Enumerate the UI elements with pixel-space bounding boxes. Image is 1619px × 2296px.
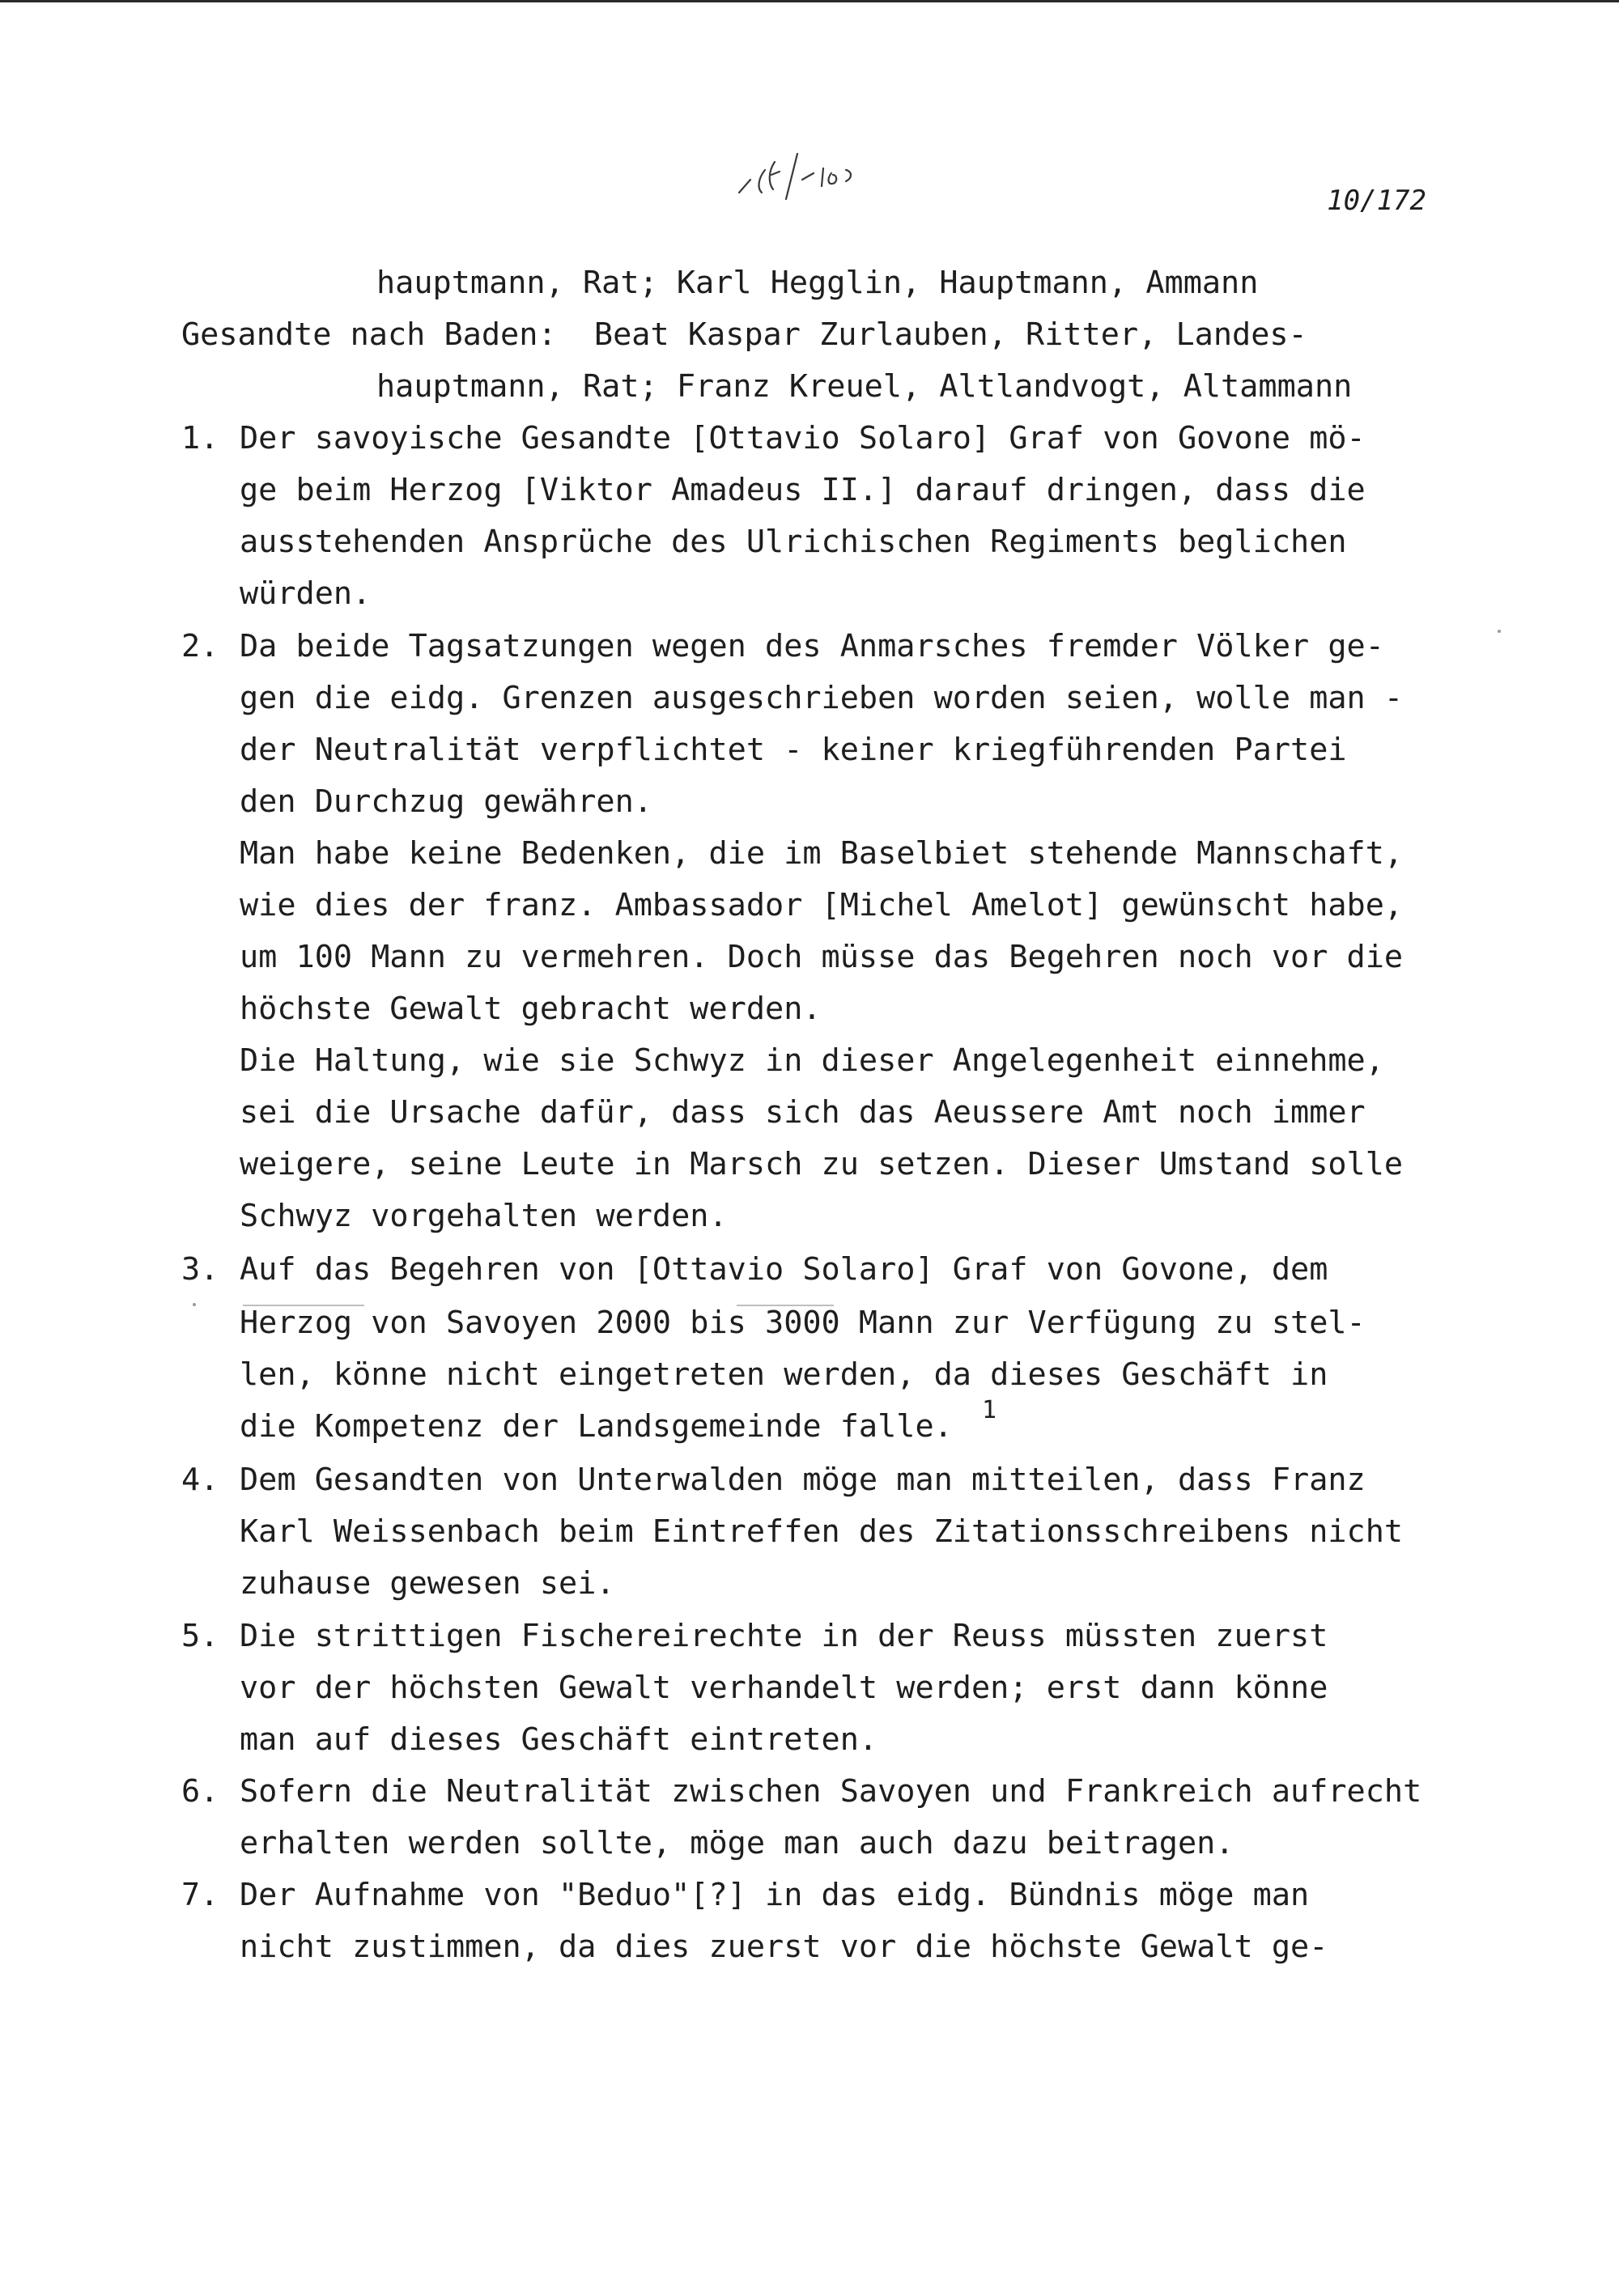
text-line: würden. <box>240 575 372 612</box>
text-line: zuhause gewesen sei. <box>240 1565 615 1602</box>
text-line: hauptmann, Rat; Franz Kreuel, Altlandvogt, Altammann <box>376 368 1353 405</box>
text-line: die Kompetenz der Landsgemeinde falle. <box>240 1408 953 1445</box>
text-line: Schwyz vorgehalten werden. <box>240 1198 728 1234</box>
text-line: hauptmann, Rat; Karl Hegglin, Hauptmann, Ammann <box>376 265 1259 301</box>
item-number: 6. <box>181 1773 219 1810</box>
text-line: höchste Gewalt gebracht werden. <box>240 991 822 1027</box>
text-line: Sofern die Neutralität zwischen Savoyen und Frankreich aufrecht <box>240 1773 1422 1810</box>
page-number: 10/172 <box>1327 185 1426 217</box>
text-line: erhalten werden sollte, möge man auch dazu beitragen. <box>240 1825 1234 1861</box>
text-line: Der savoyische Gesandte [Ottavio Solaro] Graf von Govone mö- <box>240 420 1366 456</box>
text-line: Herzog von Savoyen 2000 bis 3000 Mann zur Verfügung zu stel- <box>240 1305 1366 1341</box>
text-line: sei die Ursache dafür, dass sich das Aeussere Amt noch immer <box>240 1094 1366 1131</box>
text-line: gen die eidg. Grenzen ausgeschrieben worden seien, wolle man - <box>240 680 1404 716</box>
text-line: nicht zustimmen, da dies zuerst vor die höchste Gewalt ge- <box>240 1929 1328 1965</box>
item-number: 4. <box>181 1462 219 1498</box>
handwritten-archive-mark <box>733 129 919 210</box>
item-number: 7. <box>181 1877 219 1913</box>
text-line: Man habe keine Bedenken, die im Baselbiet stehende Mannschaft, <box>240 835 1404 872</box>
top-scan-border <box>0 0 1619 2</box>
text-line: um 100 Mann zu vermehren. Doch müsse das Begehren noch vor die <box>240 939 1404 975</box>
text-line: wie dies der franz. Ambassador [Michel Amelot] gewünscht habe, <box>240 887 1404 923</box>
text-line: ausstehenden Ansprüche des Ulrichischen Regiments beglichen <box>240 524 1347 560</box>
text-line: Die Haltung, wie sie Schwyz in dieser Angelegenheit einnehme, <box>240 1042 1384 1079</box>
text-line: Der Aufnahme von "Beduo"[?] in das eidg. Bündnis möge man <box>240 1877 1310 1913</box>
item-number: 2. <box>181 628 219 664</box>
scan-artifact <box>193 1303 196 1306</box>
text-line: len, könne nicht eingetreten werden, da dieses Geschäft in <box>240 1356 1328 1393</box>
footnote-marker: 1 <box>982 1396 997 1424</box>
text-line: Auf das Begehren von [Ottavio Solaro] Graf von Govone, dem <box>240 1251 1328 1288</box>
scan-artifact <box>1498 630 1501 633</box>
text-line: weigere, seine Leute in Marsch zu setzen. Dieser Umstand solle <box>240 1146 1404 1182</box>
text-line: den Durchzug gewähren. <box>240 783 652 820</box>
text-line: Die strittigen Fischereirechte in der Reuss müssten zuerst <box>240 1618 1328 1654</box>
item-number: 3. <box>181 1251 219 1288</box>
text-line: ge beim Herzog [Viktor Amadeus II.] darauf dringen, dass die <box>240 472 1366 508</box>
text-line: vor der höchsten Gewalt verhandelt werden; erst dann könne <box>240 1670 1328 1706</box>
text-line: man auf dieses Geschäft eintreten. <box>240 1721 878 1758</box>
text-line: Da beide Tagsatzungen wegen des Anmarsches fremder Völker ge- <box>240 628 1384 664</box>
text-line: Karl Weissenbach beim Eintreffen des Zitationsschreibens nicht <box>240 1513 1404 1550</box>
item-number: 1. <box>181 420 219 456</box>
item-number: 5. <box>181 1618 219 1654</box>
text-line: Dem Gesandten von Unterwalden möge man mitteilen, dass Franz <box>240 1462 1366 1498</box>
text-line: der Neutralität verpflichtet - keiner kriegführenden Partei <box>240 732 1347 768</box>
text-line: Gesandte nach Baden: Beat Kaspar Zurlauben, Ritter, Landes- <box>181 316 1307 353</box>
